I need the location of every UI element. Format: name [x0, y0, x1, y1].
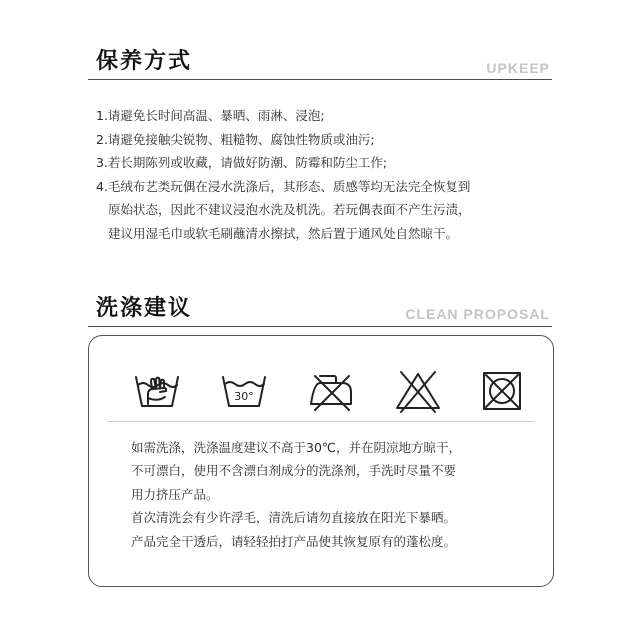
care-paragraph-1-line-2: 不可漂白，使用不含漂白剂成分的洗涤剂，手洗时尽量不要: [131, 463, 457, 479]
upkeep-list: [96, 104, 566, 246]
upkeep-item-4-line-3: 建议用湿毛巾或软毛刷蘸清水擦拭，然后置于通风处自然晾干。: [108, 225, 459, 241]
care-paragraph-2-line-2: 产品完全干透后，请轻轻拍打产品使其恢复原有的蓬松度。: [131, 533, 457, 549]
upkeep-item-2: 2.请避免接触尖锐物、粗糙物、腐蚀性物质或油污;: [96, 131, 375, 147]
hand-wash-icon: [132, 366, 182, 416]
no-bleach-icon: [393, 366, 443, 416]
clean-divider: [88, 326, 552, 327]
care-paragraph-2-line-1: 首次清洗会有少许浮毛，清洗后请勿直接放在阳光下暴晒。: [131, 510, 457, 526]
wash-temp-label: 30°: [234, 390, 254, 403]
care-card: [88, 335, 554, 587]
upkeep-item-3: 3.若长期陈列或收藏，请做好防潮、防霉和防尘工作;: [96, 155, 388, 171]
care-paragraph-1-line-3: 用力挤压产品。: [131, 486, 219, 502]
care-paragraph-1-line-1: 如需洗涤，洗涤温度建议不高于30℃，并在阴凉地方晾干，: [131, 440, 461, 455]
upkeep-item-4: 4.毛绒布艺类玩偶在浸水洗涤后，其形态、质感等均无法完全恢复到: [96, 178, 471, 194]
upkeep-subtitle: UPKEEP: [486, 60, 550, 76]
upkeep-title: 保养方式: [96, 49, 193, 74]
clean-subtitle: CLEAN PROPOSAL: [405, 306, 550, 322]
wash-30-icon: [219, 366, 269, 416]
care-text: [131, 436, 531, 553]
upkeep-item-1: 1.请避免长时间高温、暴晒、雨淋、浸泡;: [96, 108, 325, 123]
card-divider: [108, 421, 534, 422]
upkeep-item-4-line-2: 原始状态，因此不建议浸泡水洗及机洗。若玩偶表面不产生污渍，: [108, 202, 471, 218]
no-iron-icon: [306, 366, 356, 416]
no-tumble-dry-icon: [477, 366, 527, 416]
upkeep-divider: [88, 79, 552, 80]
clean-title: 洗涤建议: [96, 296, 193, 321]
care-icons: [89, 366, 553, 416]
